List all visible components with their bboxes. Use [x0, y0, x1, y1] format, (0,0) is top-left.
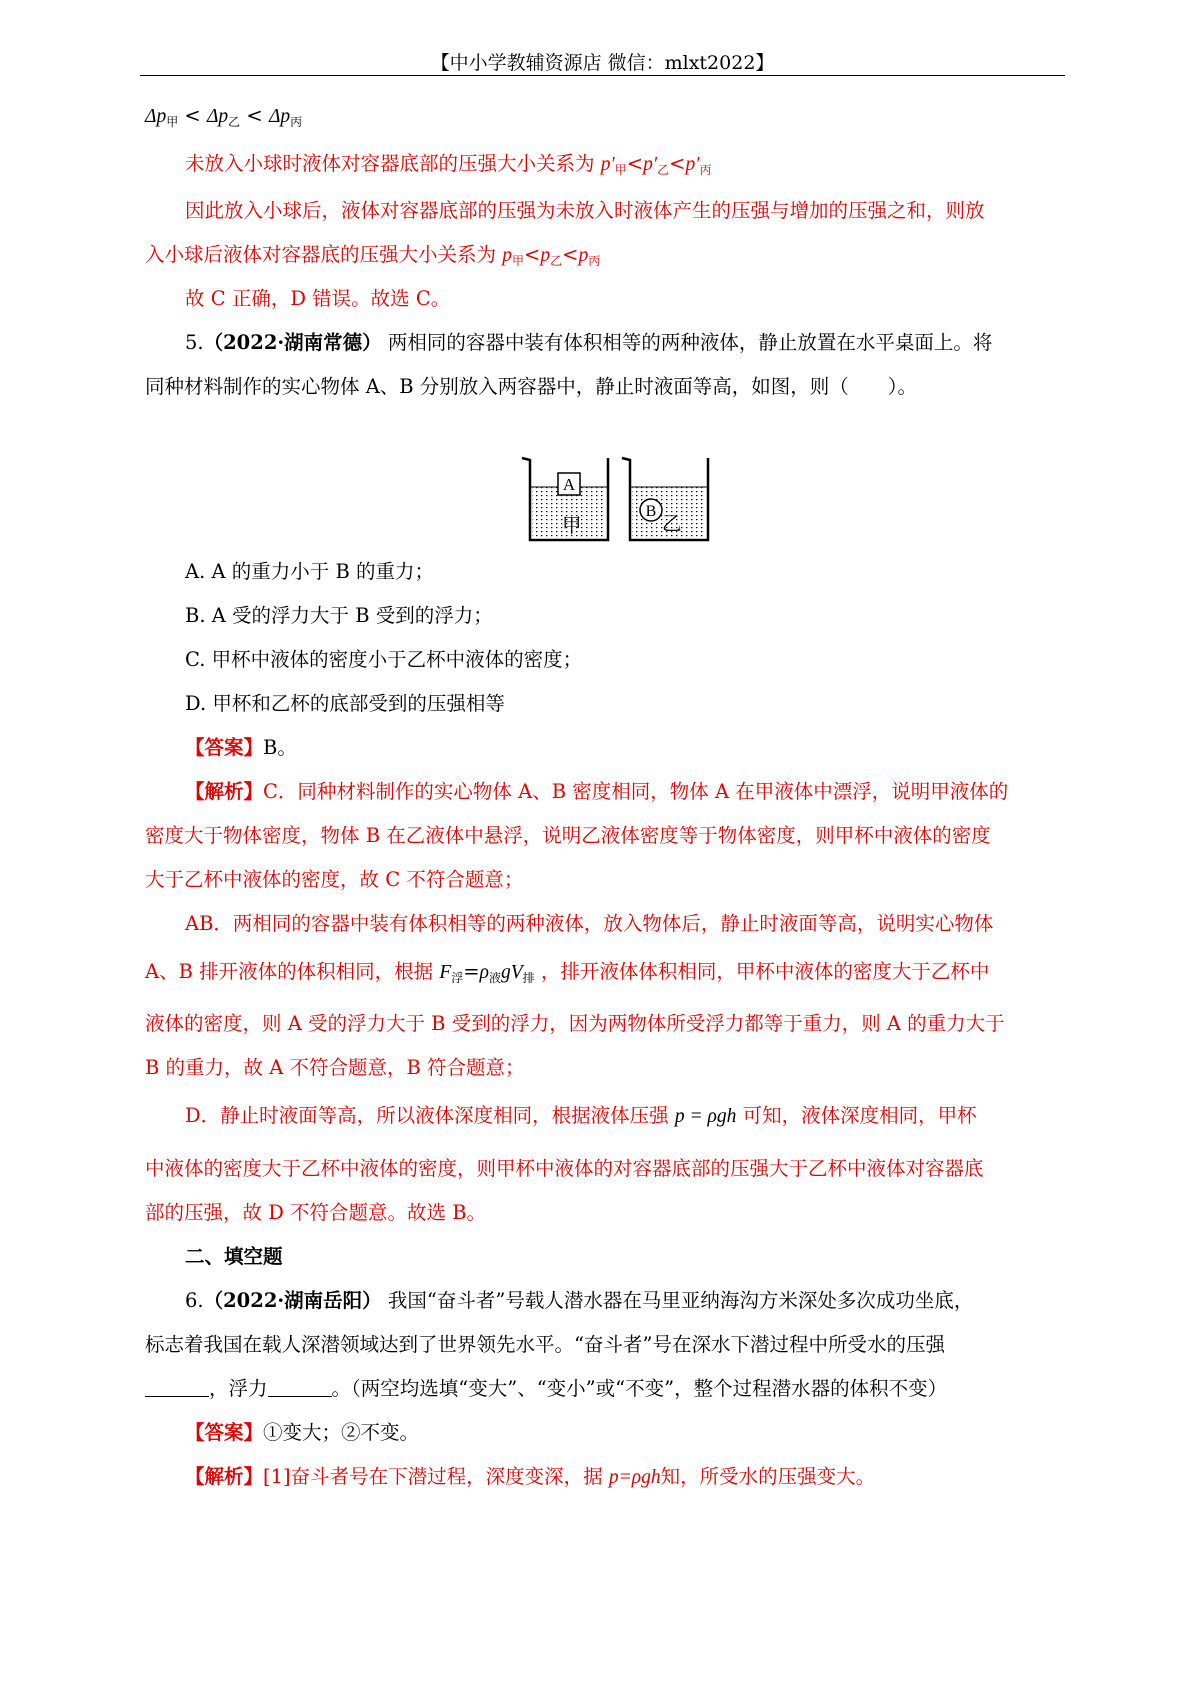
option-d: D. 甲杯和乙杯的底部受到的压强相等 [185, 692, 505, 715]
analysis-5-line: 部的压强，故 D 不符合题意。故选 B。 [145, 1201, 487, 1224]
analysis-5-line: B 的重力，故 A 不符合题意，B 符合题意； [145, 1056, 525, 1079]
analysis-5-line: A、B 排开液体的体积相同，根据 $F_浮=\rho_液gV_排$ ，排开液体体积相同，甲杯中液体的密度大于乙杯中 [145, 960, 990, 985]
option-b: B. A 受的浮力大于 B 受到的浮力； [185, 604, 493, 627]
pressure-increase-relation: $\Delta p_甲 < \Delta p_乙 < \Delta p_丙$ [145, 104, 303, 129]
analysis-5-line: D．静止时液面等高，所以液体深度相同，根据液体压强 p = ρgh 可知，液体深度相同，甲杯 [185, 1104, 977, 1127]
question-6-stem-cont: 标志着我国在载人深潜领域达到了世界领先水平。“奋斗者”号在深水下潜过程中所受水的压强 [145, 1333, 945, 1356]
question-6-stem-cont: ，浮力 。（两空均选填“变大”、“变小”或“不变”，整个过程潜水器的体积不变） [145, 1375, 1065, 1403]
red-text-line: 因此放入小球后，液体对容器底部的压强为未放入时液体产生的压强与增加的压强之和，则放 [185, 199, 985, 222]
cup-label-2: 乙 [662, 512, 682, 535]
red-text-line: 故 C 正确，D 错误。故选 C。 [185, 287, 451, 310]
ball-b-label: B [645, 503, 657, 520]
option-c: C. 甲杯中液体的密度小于乙杯中液体的密度； [185, 648, 583, 671]
analysis-5-line: 大于乙杯中液体的密度，故 C 不符合题意； [145, 868, 524, 891]
analysis-5-line: 液体的密度，则 A 受的浮力大于 B 受到的浮力，因为两物体所受浮力都等于重力，则 A 的重力大于 [145, 1012, 1005, 1035]
analysis-5-line: 密度大于物体密度，物体 B 在乙液体中悬浮，说明乙液体密度等于物体密度，则甲杯中液体的密度 [145, 824, 991, 847]
analysis-6: 【解析】[1]奋斗者号在下潜过程，深度变深，据 p=ρgh知，所受水的压强变大。 [185, 1465, 876, 1488]
question-5-stem-cont: 同种材料制作的实心物体 A、B 分别放入两容器中，静止时液面等高，如图，则（ ）。 [145, 375, 918, 398]
analysis-5-line: AB．两相同的容器中装有体积相等的两种液体，放入物体后，静止时液面等高，说明实心物体 [185, 912, 994, 935]
header-rule [140, 75, 1065, 76]
analysis-5-line: 【解析】C．同种材料制作的实心物体 A、B 密度相同，物体 A 在甲液体中漂浮，说明甲液体的 [185, 780, 1009, 803]
blank-1 [145, 1378, 209, 1397]
question-5-stem: 5.（2022·湖南常德） 两相同的容器中装有体积相等的两种液体，静止放置在水平桌面上。将 [185, 331, 993, 354]
buoyancy-formula: $F_浮=\rho_液gV_排$ [439, 960, 535, 985]
analysis-5-line: 中液体的密度大于乙杯中液体的密度，则甲杯中液体的对容器底部的压强大于乙杯中液体对容器底 [145, 1157, 984, 1180]
block-a-label: A [562, 475, 576, 494]
red-text-line: 未放入小球时液体对容器底部的压强大小关系为 $p'_甲<p'_乙<p'_丙$ [185, 152, 712, 177]
red-text-line: 入小球后液体对容器底的压强大小关系为 $p_甲<p_乙<p_丙$ [145, 243, 601, 268]
section-title: 二、填空题 [185, 1245, 283, 1268]
answer-6: 【答案】①变大；②不变。 [185, 1421, 420, 1444]
pressure-formula: p = ρgh [674, 1106, 737, 1127]
option-a: A. A 的重力小于 B 的重力； [185, 560, 434, 583]
page-header: 【中小学教辅资源店 微信：mlxt2022】 [430, 52, 775, 74]
cup-label-1: 甲 [562, 514, 582, 537]
question-6-stem: 6.（2022·湖南岳阳） 我国“奋斗者”号载人潜水器在马里亚纳海沟方米深处多次成功坐底， [185, 1289, 974, 1312]
blank-2 [268, 1378, 332, 1397]
answer-5: 【答案】B。 [185, 736, 297, 759]
